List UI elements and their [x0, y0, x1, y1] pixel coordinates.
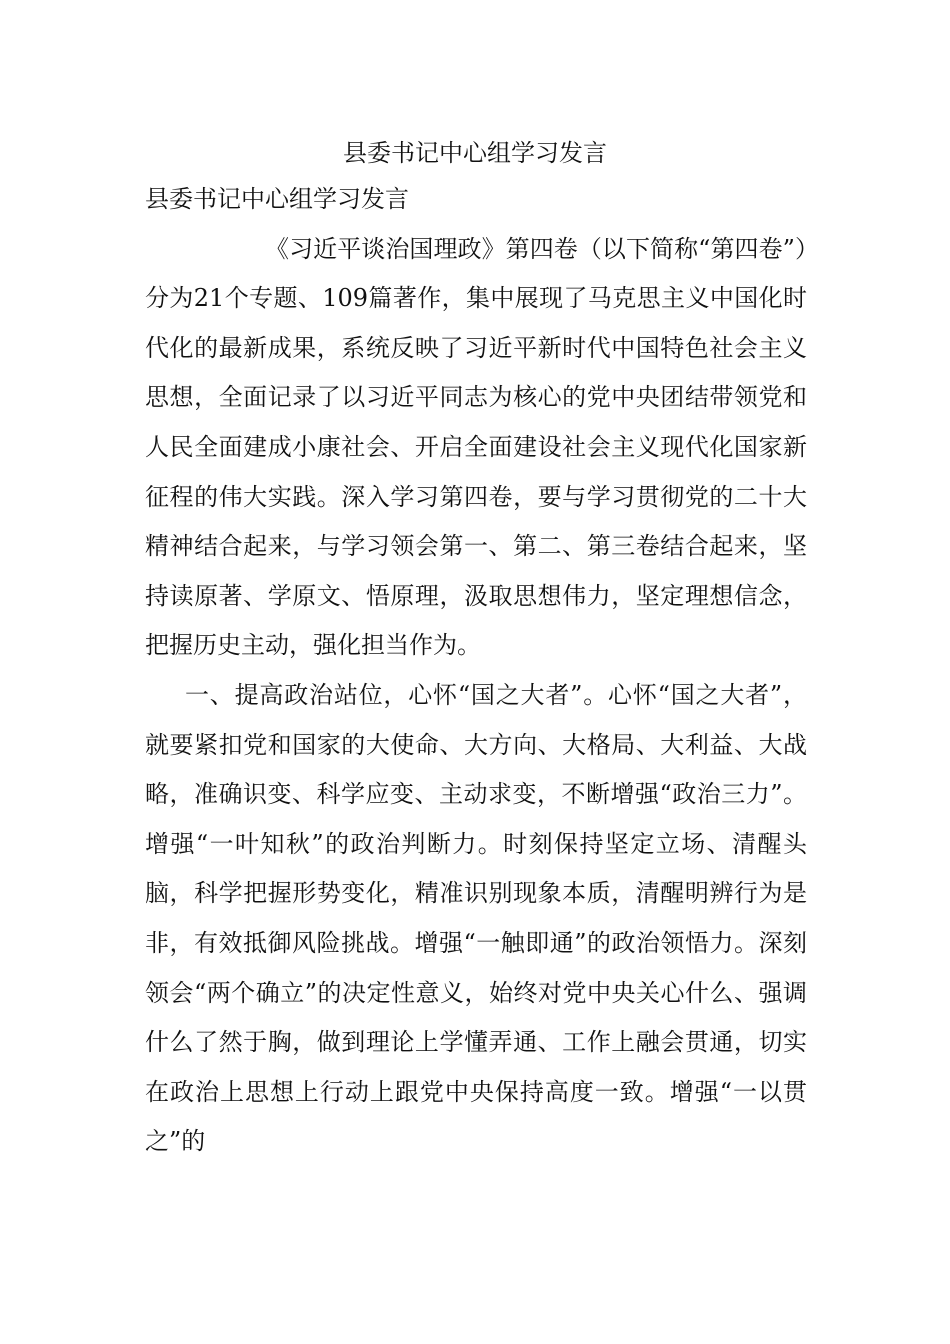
paragraph-section-one: 一、提高政治站位，心怀“国之大者”。心怀“国之大者”，就要紧扣党和国家的大使命、大方向、大格局、大利益、大战略，准确识变、科学应变、主动求变，不断增强“政治三力”。增强“一叶知秋”的政治判断力。时刻保持坚定立场、清醒头脑，科学把握形势变化，精准识别现象本质，清醒明辨行为是非，有效抵御风险挑战。增强“一触即通”的政治领悟力。深刻领会“两个确立”的决定性意义，始终对党中央关心什么、强调什么了然于胸，做到理论上学懂弄通、工作上融会贯通，切实在政治上思想上行动上跟党中央保持高度一致。增强“一以贯之”的: [145, 680, 807, 1156]
document-title: 县委书记中心组学习发言: [343, 139, 607, 167]
document-body: [145, 175, 807, 1167]
paragraph-intro: 《习近平谈治国理政》第四卷（以下简称“第四卷”）分为21个专题、109篇著作，集中展现了马克思主义中国化时代化的最新成果，系统反映了习近平新时代中国特色社会主义思想，全面记录了以习近平同志为核心的党中央团结带领党和人民全面建成小康社会、开启全面建设社会主义现代化国家新征程的伟大实践。深入学习第四卷，要与学习贯彻党的二十大精神结合起来，与学习领会第一、第二、第三卷结合起来，坚持读原著、学原文、悟原理，汲取思想伟力，坚定理想信念，把握历史主动，强化担当作为。: [145, 234, 807, 660]
document-subtitle: 县委书记中心组学习发言: [145, 185, 409, 213]
